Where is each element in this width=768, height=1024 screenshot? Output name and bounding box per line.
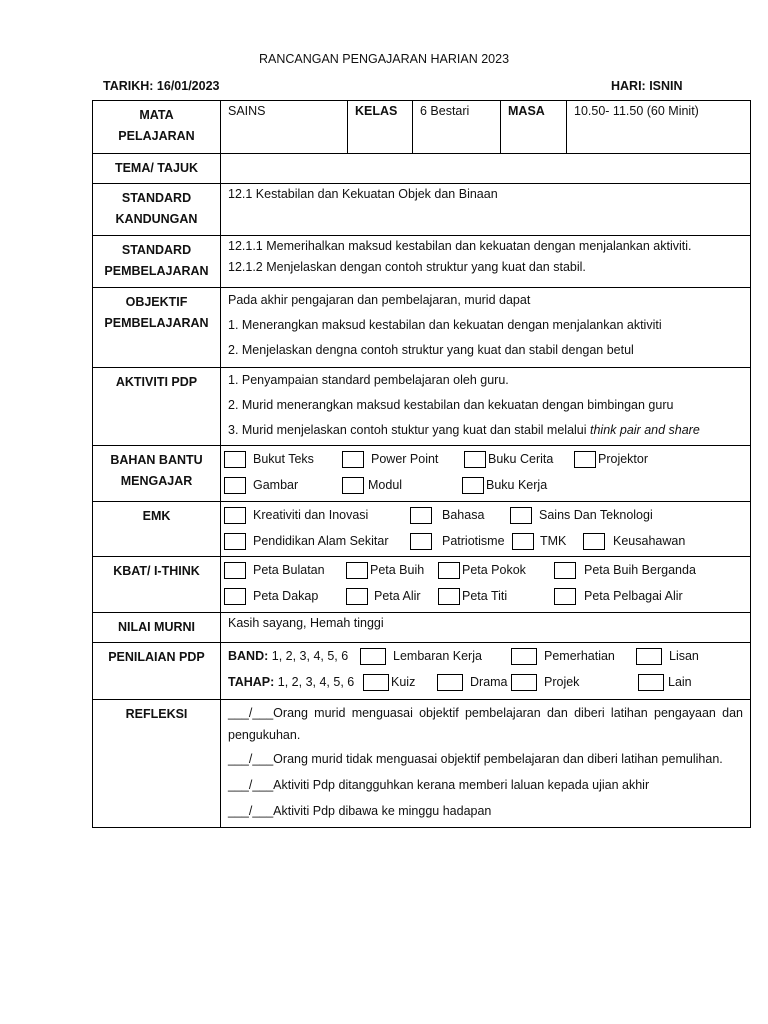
checkbox[interactable]	[437, 674, 463, 691]
option-label: Peta Titi	[462, 589, 508, 604]
option-label: Peta Alir	[374, 589, 421, 604]
row-bahan	[93, 446, 751, 502]
kbat-label: KBAT/ I-THINK	[93, 557, 221, 613]
hari-label: HARI: ISNIN	[611, 79, 683, 93]
row-refleksi	[93, 700, 751, 828]
checkbox[interactable]	[554, 562, 576, 579]
mata-pelajaran-value: SAINS	[221, 101, 348, 154]
mata-pelajaran-label: MATA PELAJARAN	[93, 101, 221, 154]
checkbox[interactable]	[638, 674, 664, 691]
refleksi-item: ___/___Orang murid tidak menguasai objektif pembelajaran dan diberi latihan pemulihan.	[228, 752, 723, 766]
option-label: Gambar	[253, 478, 299, 493]
row-kbat	[93, 557, 751, 613]
row-objektif	[93, 288, 751, 368]
standard-pembelajaran-item: 12.1.2 Menjelaskan dengan contoh struktur yang kuat dan stabil.	[228, 260, 586, 274]
row-emk	[93, 502, 751, 557]
option-label: Peta Bulatan	[253, 563, 325, 578]
objektif-item: 1. Menerangkan maksud kestabilan dan kekuatan dengan menjalankan aktiviti	[228, 318, 662, 332]
row-mata-pelajaran	[93, 101, 751, 154]
kelas-value: 6 Bestari	[413, 101, 501, 154]
checkbox[interactable]	[512, 533, 534, 550]
option-label: Lisan	[669, 649, 699, 664]
tema-value	[221, 154, 751, 184]
checkbox[interactable]	[342, 477, 364, 494]
option-label: Keusahawan	[613, 534, 686, 549]
checkbox[interactable]	[554, 588, 576, 605]
option-label: Peta Pelbagai Alir	[584, 589, 683, 604]
checkbox[interactable]	[636, 648, 662, 665]
standard-pembelajaran-label: STANDARD PEMBELAJARAN	[93, 236, 221, 288]
checkbox[interactable]	[511, 648, 537, 665]
bahan-label: BAHAN BANTU MENGAJAR	[93, 446, 221, 502]
checkbox[interactable]	[583, 533, 605, 550]
objektif-item: 2. Menjelaskan dengna contoh struktur yang kuat dan stabil dengan betul	[228, 343, 634, 357]
option-label: Peta Buih Berganda	[584, 563, 696, 578]
tahap-value: 1, 2, 3, 4, 5, 6	[274, 675, 355, 689]
checkbox[interactable]	[462, 477, 484, 494]
page-title: RANCANGAN PENGAJARAN HARIAN 2023	[258, 52, 510, 66]
aktiviti-label: AKTIVITI PDP	[93, 368, 221, 446]
checkbox[interactable]	[574, 451, 596, 468]
checkbox[interactable]	[224, 477, 246, 494]
aktiviti-item-text: 3. Murid menjelaskan contoh stuktur yang kuat dan stabil melalui	[228, 423, 590, 437]
refleksi-label: REFLEKSI	[93, 700, 221, 828]
emk-label: EMK	[93, 502, 221, 557]
checkbox[interactable]	[224, 588, 246, 605]
option-label: Lembaran Kerja	[393, 649, 482, 664]
checkbox[interactable]	[224, 507, 246, 524]
checkbox[interactable]	[224, 451, 246, 468]
aktiviti-item: 2. Murid menerangkan maksud kestabilan dan kekuatan dengan bimbingan guru	[228, 398, 674, 412]
band-label: BAND:	[228, 649, 269, 663]
checkbox[interactable]	[224, 533, 246, 550]
checkbox[interactable]	[410, 507, 432, 524]
lesson-plan-table	[92, 100, 751, 828]
checkbox[interactable]	[510, 507, 532, 524]
option-label: Buku Cerita	[488, 452, 554, 467]
checkbox[interactable]	[438, 588, 460, 605]
row-tema	[93, 154, 751, 184]
option-label: Bukut Teks	[253, 452, 314, 467]
option-label: Projektor	[598, 452, 649, 467]
row-standard-pembelajaran	[93, 236, 751, 288]
nilai-value: Kasih sayang, Hemah tinggi	[221, 613, 751, 643]
penilaian-label: PENILAIAN PDP	[93, 643, 221, 700]
option-label: Peta Pokok	[462, 563, 526, 578]
tahap-label: TAHAP:	[228, 675, 275, 689]
refleksi-item: ___/___Aktiviti Pdp ditangguhkan kerana memberi laluan kepada ujian akhir	[228, 778, 650, 792]
tema-label: TEMA/ TAJUK	[93, 154, 221, 184]
option-label: Pemerhatian	[544, 649, 615, 664]
option-label: Projek	[544, 675, 580, 690]
refleksi-item: ___/___Aktiviti Pdp dibawa ke minggu hadapan	[228, 804, 492, 818]
checkbox[interactable]	[464, 451, 486, 468]
band-value: 1, 2, 3, 4, 5, 6	[268, 649, 349, 663]
aktiviti-item: 1. Penyampaian standard pembelajaran oleh guru.	[228, 373, 509, 387]
nilai-label: NILAI MURNI	[93, 613, 221, 643]
objektif-intro: Pada akhir pengajaran dan pembelajaran, murid dapat	[228, 293, 531, 307]
checkbox[interactable]	[363, 674, 389, 691]
checkbox[interactable]	[360, 648, 386, 665]
checkbox[interactable]	[346, 562, 368, 579]
aktiviti-item	[228, 418, 743, 443]
aktiviti-item-italic: think pair and share	[590, 423, 700, 437]
row-penilaian	[93, 643, 751, 700]
row-standard-kandungan	[93, 184, 751, 236]
checkbox[interactable]	[342, 451, 364, 468]
option-label: Buku Kerja	[486, 478, 548, 493]
kelas-label: KELAS	[348, 101, 413, 154]
option-label: Kreativiti dan Inovasi	[253, 508, 369, 523]
standard-pembelajaran-item: 12.1.1 Memerihalkan maksud kestabilan dan kekuatan dengan menjalankan aktiviti.	[228, 239, 692, 253]
option-label: Peta Buih	[370, 563, 425, 578]
masa-label: MASA	[501, 101, 567, 154]
option-label: Lain	[668, 675, 692, 690]
refleksi-item: ___/___Orang murid menguasai objektif pembelajaran dan diberi latihan pengayaan dan pengukuhan.	[228, 706, 743, 742]
checkbox[interactable]	[511, 674, 537, 691]
tarikh-label: TARIKH: 16/01/2023	[103, 79, 220, 93]
option-label: Power Point	[371, 452, 439, 467]
option-label: Bahasa	[442, 508, 485, 523]
objektif-label: OBJEKTIF PEMBELAJARAN	[93, 288, 221, 368]
option-label: Modul	[368, 478, 403, 493]
checkbox[interactable]	[224, 562, 246, 579]
row-aktiviti	[93, 368, 751, 446]
option-label: Peta Dakap	[253, 589, 319, 604]
checkbox[interactable]	[438, 562, 460, 579]
option-label: Patriotisme	[442, 534, 505, 549]
standard-kandungan-value: 12.1 Kestabilan dan Kekuatan Objek dan Binaan	[221, 184, 751, 236]
checkbox[interactable]	[410, 533, 432, 550]
row-nilai	[93, 613, 751, 643]
option-label: Pendidikan Alam Sekitar	[253, 534, 389, 549]
option-label: Drama	[470, 675, 508, 690]
option-label: Kuiz	[391, 675, 416, 690]
masa-value: 10.50- 11.50 (60 Minit)	[567, 101, 751, 154]
option-label: TMK	[540, 534, 567, 549]
checkbox[interactable]	[346, 588, 368, 605]
option-label: Sains Dan Teknologi	[539, 508, 653, 523]
standard-kandungan-label: STANDARD KANDUNGAN	[93, 184, 221, 236]
